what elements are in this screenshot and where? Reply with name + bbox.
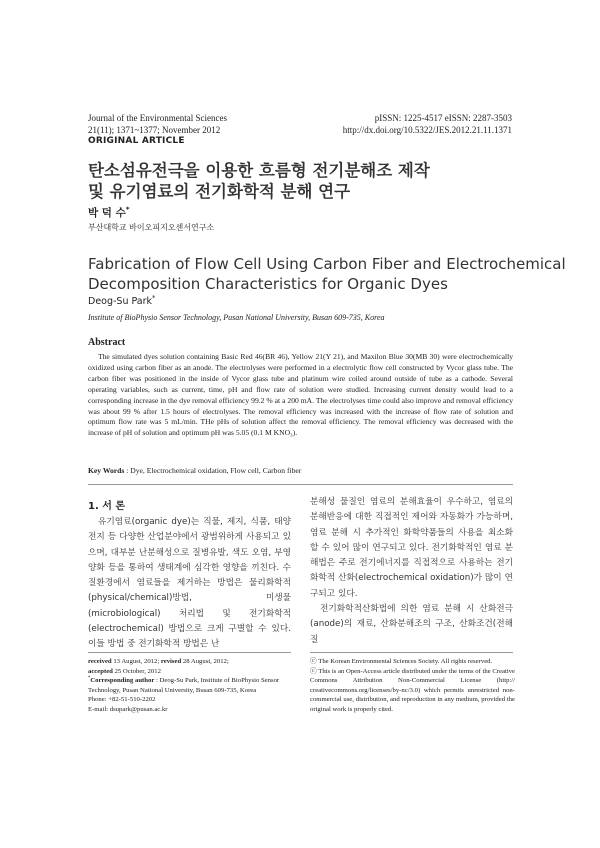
english-author-name: Deog-Su Park (88, 296, 153, 307)
korean-title-line1: 탄소섬유전극을 이용한 흐름형 전기분해조 제작 (88, 161, 430, 180)
english-title-line2: Decomposition Characteristics for Organic Dyes (88, 275, 448, 293)
body-column-1: 유기염료(organic dye)는 직물, 제지, 식품, 태양전지 등 다양한 산업분야에서 광범위하게 사용되고 있으며, 대부분 난분해성으로 질병유발, 색도 오염, 부영양화 등을 통하여 생태계에 심각한 영향을 끼친다. 수질환경에서 염료들을 제거하는 방법은 물리화학적(physical/chemical)방법, 미생물(microbiological) 처리법 및 전기화학적(electrochemical) 방법으로 크게 구별할 수 있다. 이들 방법 중 전기화학적 방법은 난 (88, 517, 291, 650)
issn: pISSN: 1225-4517 eISSN: 2287-3503 (374, 113, 512, 123)
phone: Phone: +82-51-510-2202 (88, 696, 156, 704)
accepted-line (88, 667, 298, 677)
korean-affiliation: 부산대학교 바이오피지오센서연구소 (88, 223, 215, 232)
korean-author-name: 박 덕 수 (88, 207, 126, 219)
doi-link[interactable]: http://dx.doi.org/10.5322/JES.2012.21.11.1371 (342, 125, 512, 135)
keywords-label: Key Words (88, 466, 125, 475)
korean-author (88, 205, 130, 220)
abstract-text: The simulated dyes solution containing Basic Red 46(BR 46), Yellow 21(Y 21), and Maxilon Blue 30(MB 30) were electrochemically oxidized using carbon fiber as an anode. The electrolyses were performed in a electrolytic flow cell constructed by Vycor glass tube. The carbon fiber was positioned in the inside of Vycor glass tube and platinum wire coiled around outside of tube as a cathode. Several operating variables, such as current, time, pH and flow rate of solution were studied. Increasing current density would lead to a corresponding increase in the dye removal efficiency 99.2 % at a 200 mA. The electrolyses time could also improve and removal efficiency was about 99 % after 1.5 hours of electrolyses. The removal efficiency was increased with the increase of flow rate of solution and optimum flow rate was 5 mL/min. THe pHs of solution affect the removal efficiency. The removal efficiency was decreased with the increase of pH of solution and optimum pH was 5.05 (0.1 M KNO₃). (88, 352, 513, 438)
corr-label: Corresponding author (90, 677, 155, 685)
english-title (88, 254, 566, 294)
korean-author-mark: * (125, 204, 130, 214)
col2-paragraph-1: 분해성 물질인 염료의 분해효율이 우수하고, 염료의 분해반응에 대한 직접적인 제어와 자동화가 가능하며, 염료 분해 시 추가적인 화학약품들의 사용을 최소화 할 수 있어 많이 연구되고 있다. 전기화학적인 염료 분해법은 주로 전기에너지를 직접적으로 사용하는 전기화학적 산화(electrochemical oxidation)가 많이 연구되고 있다. (310, 497, 513, 599)
corr-mark: * (88, 675, 91, 681)
corresponding-author (88, 676, 298, 695)
copyright: ⓒ The Korean Environmental Sciences Society. All rights reserved. (310, 658, 493, 665)
keywords-text: : Dye, Electrochemical oxidation, Flow cell, Carbon fiber (124, 466, 302, 475)
accepted-label: accepted (88, 667, 113, 675)
english-title-line1: Fabrication of Flow Cell Using Carbon Fiber and Electrochemical (88, 255, 566, 273)
corr-text: : Deog-Su Park, Institute of BioPhysio Sensor Technology, Pusan National University, Busan 609-735, Korea (88, 677, 280, 694)
article-type: ORIGINAL ARTICLE (88, 136, 185, 146)
license-text: ⓒ This is an Open-Access article distributed under the terms of the Creative Commons Attribution Non-Commercial License (http:// creativecommons.org/licenses/by-nc/3.0) which permits unrestricted non-commercial use, distribution, and reproduction in any medium, provided the original work is properly cited. (310, 667, 515, 713)
english-affiliation: Institute of BioPhysio Sensor Technology, Pusan National University, Busan 609-735, Korea (88, 313, 385, 322)
keywords (88, 466, 301, 475)
footnote-dates (88, 657, 298, 715)
revised-date: 28 August, 2012; (181, 658, 229, 665)
issn-info (343, 112, 512, 136)
english-author (88, 293, 156, 307)
korean-title-line2: 및 유기염료의 전기화학적 분해 연구 (88, 182, 351, 201)
section-divider (88, 484, 513, 485)
body-column-2 (310, 495, 513, 648)
col2-paragraph-2: 전기화학적산화법에 의한 염료 분해 시 산화전극(anode)의 재료, 산화분해조의 구조, 산화조건(전해질 (310, 604, 513, 645)
revised-label: revised (160, 658, 182, 665)
accepted-date: 25 October, 2012 (112, 667, 161, 675)
footnote-divider-right (310, 652, 513, 653)
journal-info (88, 112, 227, 136)
section1-heading: 1. 서 론 (88, 501, 126, 512)
journal-name: Journal of the Environmental Sciences (88, 113, 227, 123)
received-line (88, 657, 298, 667)
abstract-heading: Abstract (88, 337, 126, 348)
received-label: received (88, 658, 112, 665)
footnote-license (310, 657, 515, 715)
korean-title (88, 160, 430, 202)
footnote-divider-left (88, 652, 291, 653)
english-author-mark: * (152, 293, 156, 302)
journal-issue: 21(11); 1371~1377; November 2012 (88, 125, 221, 135)
received-date: 13 August, 2012; (111, 658, 161, 665)
email[interactable]: E-mail: dsupark@pusan.ac.kr (88, 705, 168, 713)
